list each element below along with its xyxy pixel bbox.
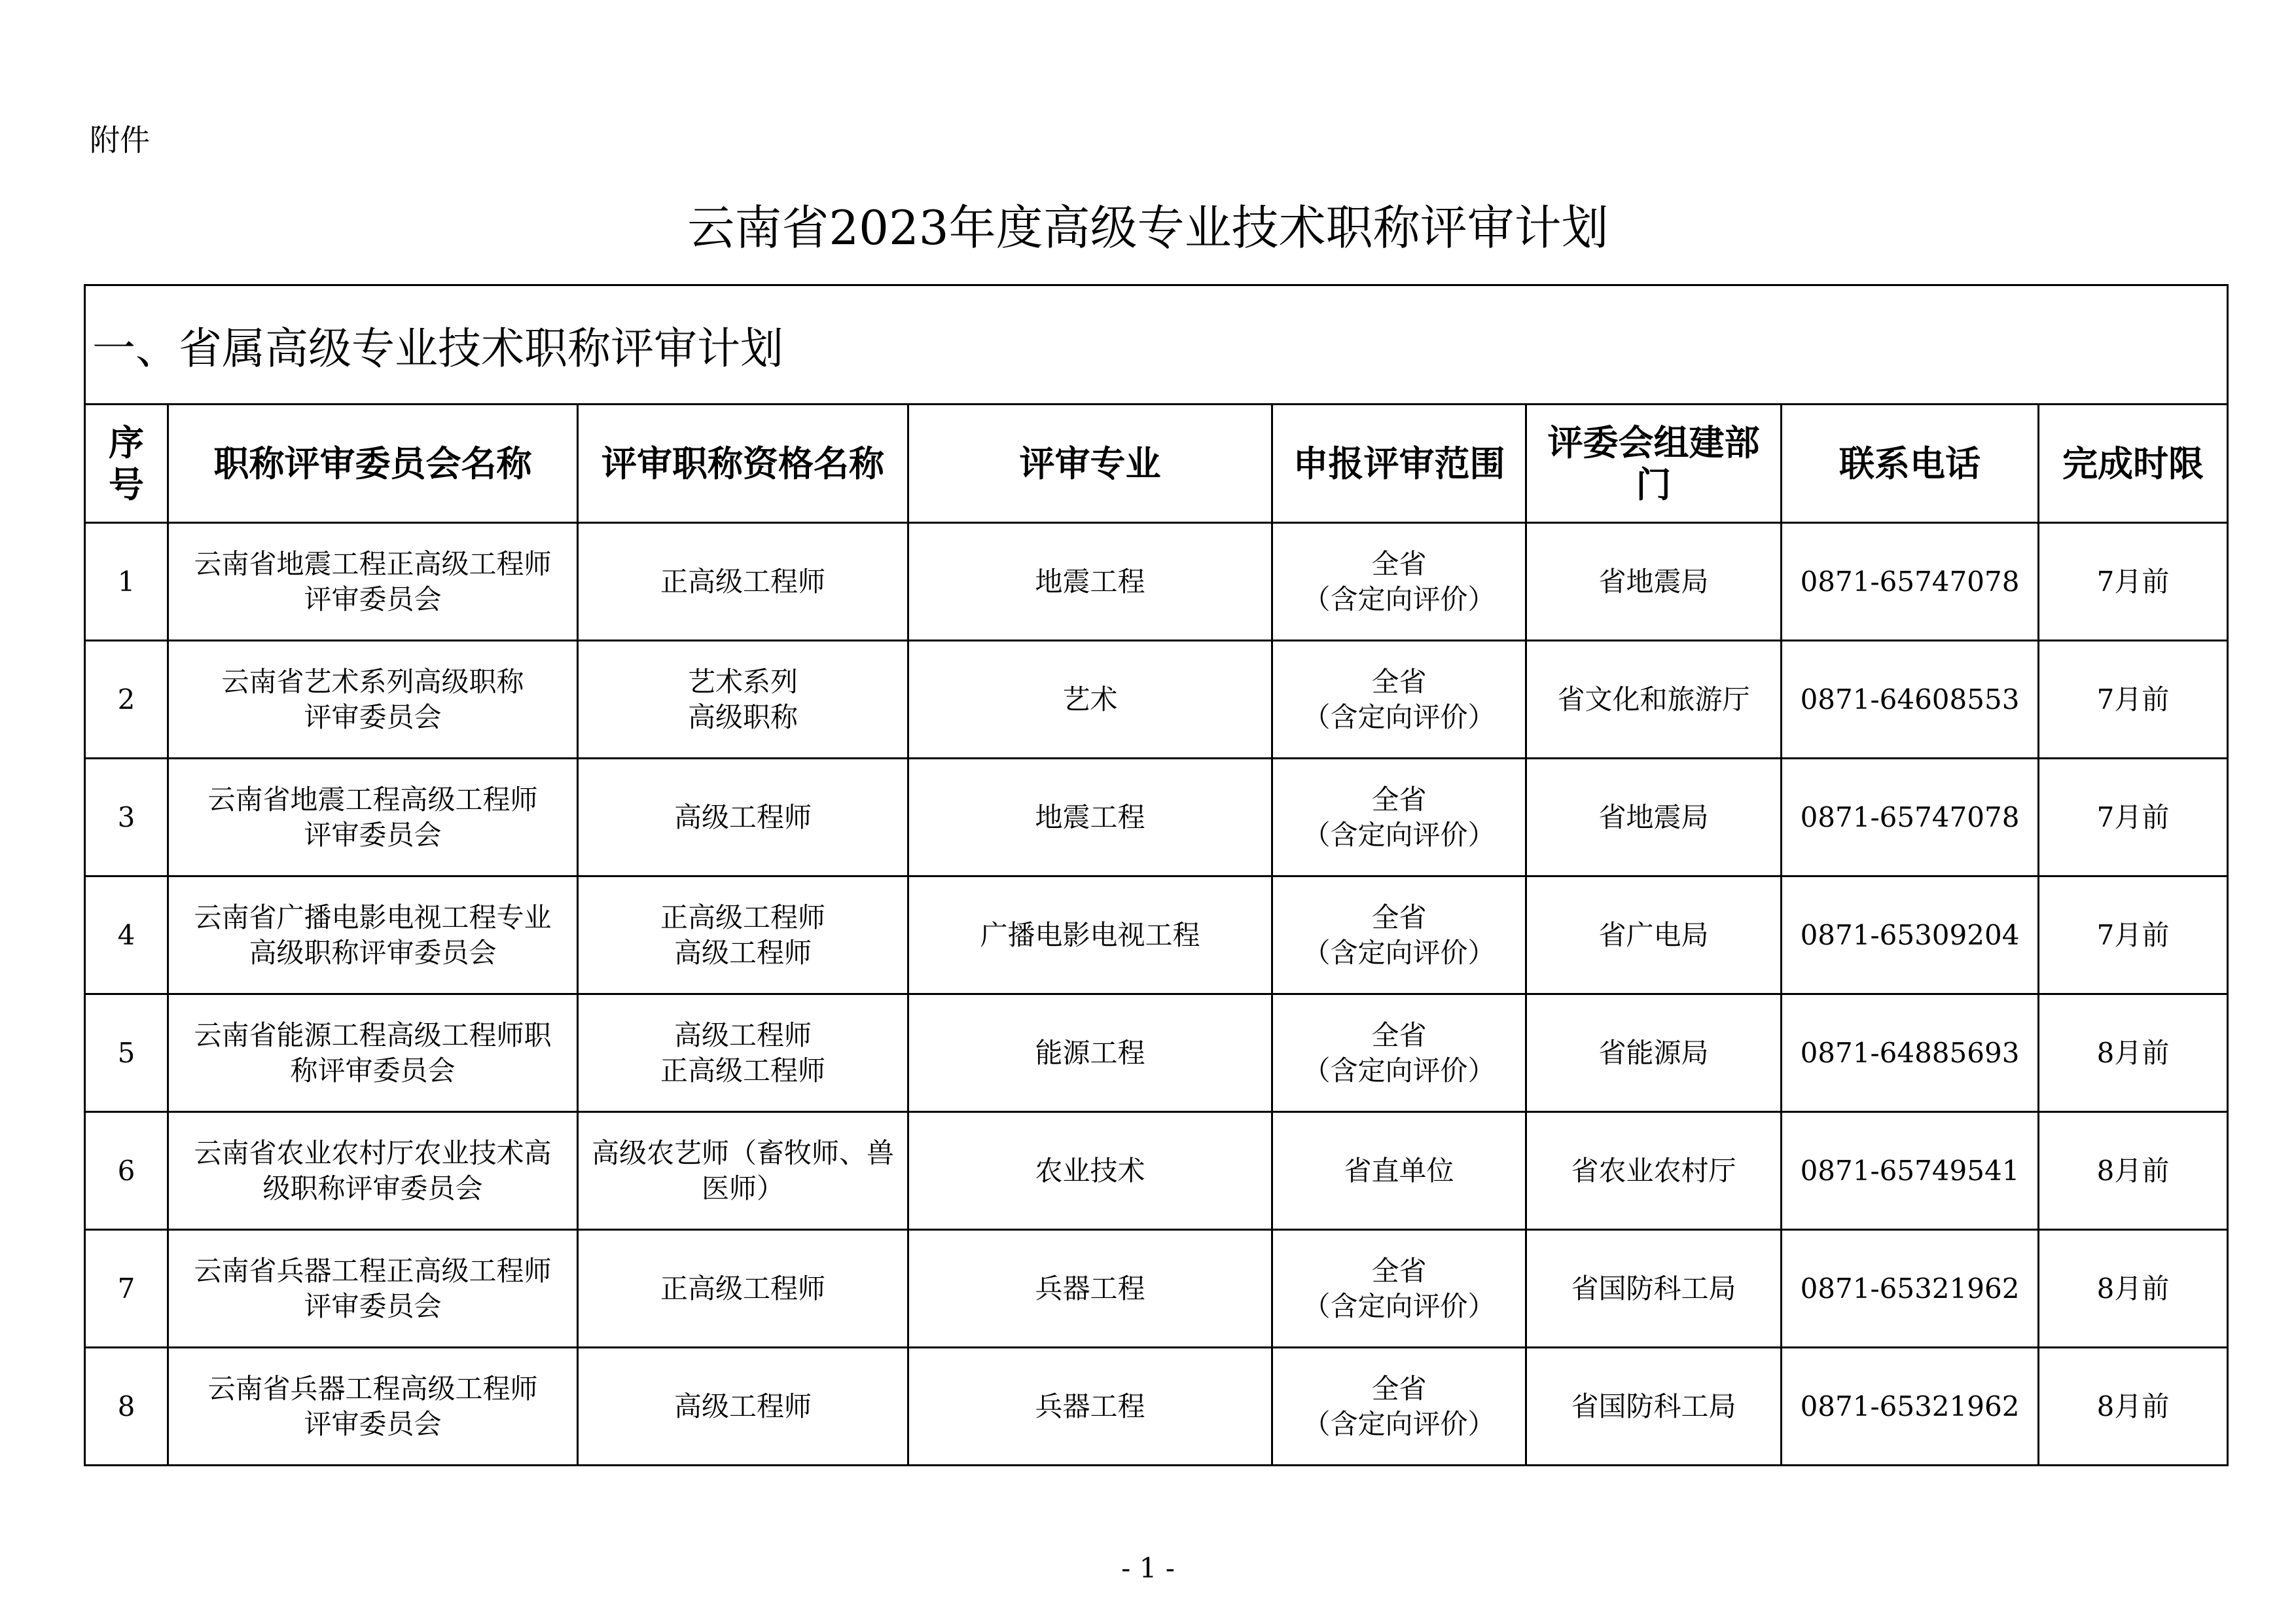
cell-qualification-line: 高级工程师: [673, 1390, 812, 1422]
cell-scope: [1272, 994, 1526, 1112]
header-department: [1526, 405, 1782, 523]
section-title: 一、省属高级专业技术职称评审计划: [85, 285, 2228, 405]
cell-scope-line: 全省: [1371, 665, 1427, 698]
cell-scope-line: （含定向评价）: [1302, 936, 1496, 969]
cell-qualification-line: 高级工程师: [673, 1019, 812, 1051]
cell-qualification: [578, 1112, 908, 1230]
cell-no: 7: [85, 1230, 168, 1348]
cell-committee-line: 级职称评审委员会: [262, 1172, 483, 1204]
header-scope-line: 申报评审范围: [1293, 442, 1505, 484]
cell-specialty: 地震工程: [908, 523, 1272, 641]
cell-scope: [1272, 876, 1526, 994]
cell-qualification-line: 高级职称: [687, 700, 798, 733]
table-row: [85, 641, 2228, 759]
cell-committee-line: 评审委员会: [304, 818, 442, 851]
header-specialty-line: 评审专业: [1019, 442, 1161, 484]
evaluation-plan-table: [84, 284, 2229, 1466]
cell-committee: [168, 523, 578, 641]
header-committee: [168, 405, 578, 523]
cell-committee-line: 称评审委员会: [290, 1054, 456, 1087]
cell-no: 1: [85, 523, 168, 641]
cell-committee-line: 评审委员会: [304, 700, 442, 733]
header-qualification: [578, 405, 908, 523]
cell-phone: 0871-65747078: [1782, 523, 2039, 641]
header-no: [85, 405, 168, 523]
cell-scope: [1272, 759, 1526, 876]
cell-no: 6: [85, 1112, 168, 1230]
cell-committee-line: 云南省能源工程高级工程师职: [194, 1019, 552, 1051]
cell-scope-line: （含定向评价）: [1302, 700, 1496, 733]
table-row: [85, 994, 2228, 1112]
cell-qualification-line: 正高级工程师: [660, 565, 825, 598]
header-scope: [1272, 405, 1526, 523]
cell-committee: [168, 1112, 578, 1230]
cell-deadline: 7月前: [2039, 523, 2228, 641]
table-header-row: [85, 405, 2228, 523]
cell-committee-line: 云南省农业农村厅农业技术高: [194, 1136, 552, 1169]
header-specialty: [908, 405, 1272, 523]
cell-committee-line: 高级职称评审委员会: [249, 936, 497, 969]
cell-deadline: 8月前: [2039, 1230, 2228, 1348]
cell-scope-line: （含定向评价）: [1302, 1054, 1496, 1087]
cell-qualification-line: 正高级工程师: [660, 1054, 825, 1087]
cell-qualification-line: 正高级工程师: [660, 901, 825, 933]
table-row: [85, 1112, 2228, 1230]
cell-qualification: [578, 1348, 908, 1466]
cell-no: 5: [85, 994, 168, 1112]
cell-scope-line: 全省: [1371, 783, 1427, 816]
cell-deadline: 7月前: [2039, 876, 2228, 994]
attachment-label: 附件: [90, 122, 150, 158]
header-phone: [1782, 405, 2039, 523]
cell-committee-line: 云南省地震工程高级工程师: [207, 783, 538, 816]
cell-phone: 0871-64608553: [1782, 641, 2039, 759]
cell-phone: 0871-65321962: [1782, 1230, 2039, 1348]
cell-scope-line: 全省: [1371, 547, 1427, 580]
cell-deadline: 7月前: [2039, 641, 2228, 759]
cell-committee: [168, 1348, 578, 1466]
cell-phone: 0871-65749541: [1782, 1112, 2039, 1230]
cell-specialty: 艺术: [908, 641, 1272, 759]
cell-scope-line: （含定向评价）: [1302, 1407, 1496, 1440]
cell-specialty: 广播电影电视工程: [908, 876, 1272, 994]
cell-scope-line: （含定向评价）: [1302, 818, 1496, 851]
cell-specialty: 兵器工程: [908, 1348, 1272, 1466]
cell-qualification: [578, 1230, 908, 1348]
cell-qualification: [578, 641, 908, 759]
cell-qualification: [578, 994, 908, 1112]
cell-no: 8: [85, 1348, 168, 1466]
cell-scope-line: 全省: [1371, 1019, 1427, 1051]
header-no-line: 序: [109, 422, 144, 463]
cell-scope: [1272, 1112, 1526, 1230]
cell-committee: [168, 1230, 578, 1348]
cell-deadline: 8月前: [2039, 994, 2228, 1112]
cell-committee-line: 评审委员会: [304, 1407, 442, 1440]
header-department-line: 评委会组建部: [1547, 422, 1760, 463]
cell-phone: 0871-65321962: [1782, 1348, 2039, 1466]
cell-scope-line: （含定向评价）: [1302, 1290, 1496, 1322]
cell-committee-line: 云南省兵器工程正高级工程师: [194, 1254, 552, 1287]
cell-specialty: 能源工程: [908, 994, 1272, 1112]
cell-committee: [168, 641, 578, 759]
header-phone-line: 联系电话: [1839, 442, 1981, 484]
cell-specialty: 农业技术: [908, 1112, 1272, 1230]
cell-department: 省能源局: [1526, 994, 1782, 1112]
cell-committee: [168, 759, 578, 876]
cell-scope: [1272, 1348, 1526, 1466]
cell-committee-line: 云南省艺术系列高级职称: [221, 665, 524, 698]
cell-qualification-line: 高级农艺师（畜牧师、兽: [591, 1136, 894, 1169]
cell-phone: 0871-65747078: [1782, 759, 2039, 876]
section-heading-row: [85, 285, 2228, 405]
cell-department: 省地震局: [1526, 523, 1782, 641]
header-qualification-line: 评审职称资格名称: [601, 442, 884, 484]
cell-department: 省国防科工局: [1526, 1348, 1782, 1466]
cell-committee: [168, 994, 578, 1112]
header-no-line: 号: [109, 463, 144, 505]
cell-qualification-line: 高级工程师: [673, 801, 812, 833]
cell-no: 3: [85, 759, 168, 876]
cell-phone: 0871-64885693: [1782, 994, 2039, 1112]
cell-deadline: 8月前: [2039, 1348, 2228, 1466]
cell-qualification-line: 正高级工程师: [660, 1272, 825, 1305]
cell-scope-line: 省直单位: [1344, 1154, 1454, 1187]
cell-department: 省广电局: [1526, 876, 1782, 994]
cell-scope: [1272, 1230, 1526, 1348]
cell-department: 省国防科工局: [1526, 1230, 1782, 1348]
cell-scope-line: 全省: [1371, 1254, 1427, 1287]
cell-committee-line: 评审委员会: [304, 583, 442, 615]
cell-scope-line: （含定向评价）: [1302, 583, 1496, 615]
page-number: - 1 -: [1121, 1552, 1175, 1584]
cell-committee: [168, 876, 578, 994]
table-row: [85, 1348, 2228, 1466]
cell-qualification: [578, 523, 908, 641]
table-row: [85, 876, 2228, 994]
header-deadline: [2039, 405, 2228, 523]
document-title: 云南省2023年度高级专业技术职称评审计划: [687, 200, 1609, 255]
cell-specialty: 地震工程: [908, 759, 1272, 876]
cell-phone: 0871-65309204: [1782, 876, 2039, 994]
cell-department: 省地震局: [1526, 759, 1782, 876]
cell-qualification-line: 医师）: [701, 1172, 784, 1204]
table-row: [85, 1230, 2228, 1348]
cell-scope-line: 全省: [1371, 1372, 1427, 1405]
cell-scope: [1272, 641, 1526, 759]
header-deadline-line: 完成时限: [2062, 442, 2204, 484]
cell-scope-line: 全省: [1371, 901, 1427, 933]
cell-deadline: 8月前: [2039, 1112, 2228, 1230]
cell-qualification: [578, 876, 908, 994]
cell-deadline: 7月前: [2039, 759, 2228, 876]
cell-committee-line: 云南省兵器工程高级工程师: [207, 1372, 538, 1405]
cell-committee-line: 云南省地震工程正高级工程师: [194, 547, 552, 580]
table-row: [85, 523, 2228, 641]
cell-department: 省农业农村厅: [1526, 1112, 1782, 1230]
cell-committee-line: 评审委员会: [304, 1290, 442, 1322]
header-department-line: 门: [1636, 463, 1672, 505]
cell-qualification-line: 高级工程师: [673, 936, 812, 969]
header-committee-line: 职称评审委员会名称: [213, 442, 532, 484]
cell-committee-line: 云南省广播电影电视工程专业: [194, 901, 552, 933]
cell-scope: [1272, 523, 1526, 641]
cell-no: 4: [85, 876, 168, 994]
cell-department: 省文化和旅游厅: [1526, 641, 1782, 759]
cell-qualification-line: 艺术系列: [687, 665, 798, 698]
cell-qualification: [578, 759, 908, 876]
cell-no: 2: [85, 641, 168, 759]
cell-specialty: 兵器工程: [908, 1230, 1272, 1348]
table-row: [85, 759, 2228, 876]
